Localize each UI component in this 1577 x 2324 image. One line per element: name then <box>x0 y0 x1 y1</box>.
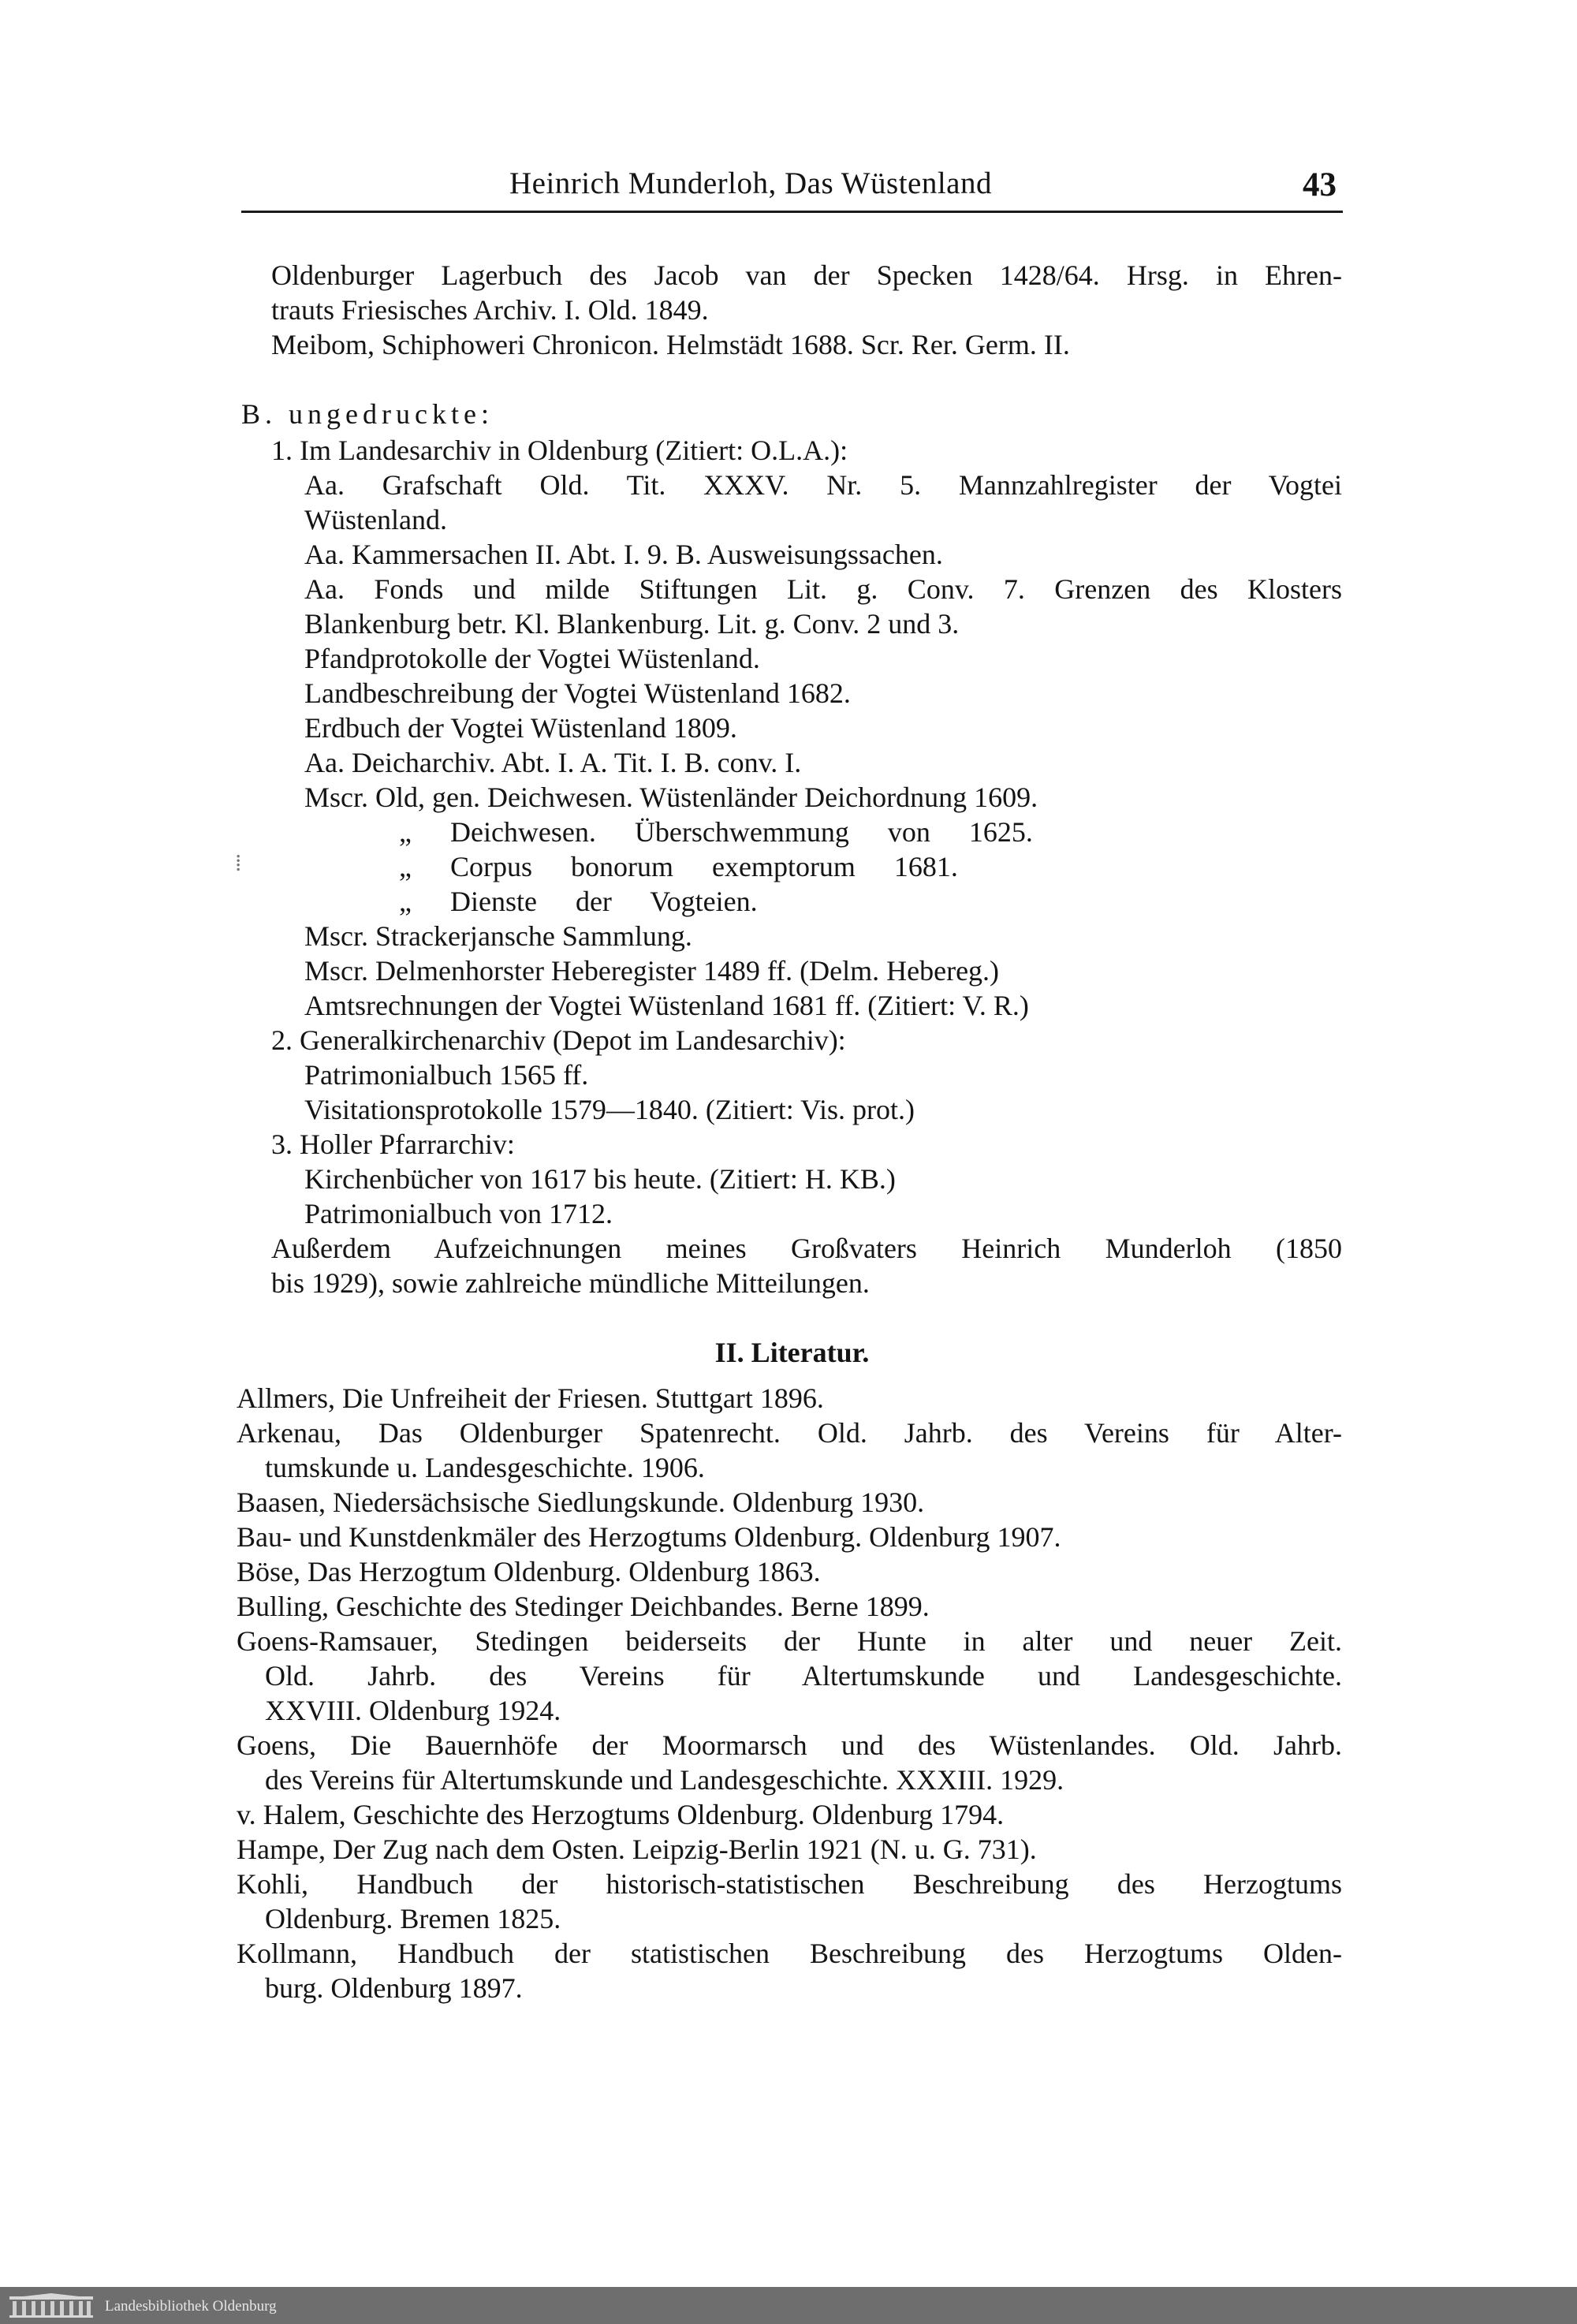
text-line: Aa. Kammersachen II. Abt. I. 9. B. Ausweisungssachen. <box>304 539 943 570</box>
text-line: Aa. Fonds und milde Stiftungen Lit. g. Conv. 7. Grenzen des Klosters <box>304 573 1342 605</box>
text-line: Patrimonialbuch 1565 ff. <box>304 1059 589 1091</box>
text-line: Oldenburger Lagerbuch des Jacob van der Specken 1428/64. Hrsg. in Ehren- <box>271 259 1342 291</box>
bibliography-entry-cont: des Vereins für Altertumskunde und Landesgeschichte. XXXIII. 1929. <box>265 1764 1064 1796</box>
bibliography-entry: Hampe, Der Zug nach dem Osten. Leipzig-Berlin 1921 (N. u. G. 731). <box>237 1833 1037 1865</box>
bibliography-entry: Böse, Das Herzogtum Oldenburg. Oldenburg 1863. <box>237 1556 821 1587</box>
bibliography-entry: Arkenau, Das Oldenburger Spatenrecht. Old. Jahrb. des Vereins für Alter- <box>237 1417 1342 1449</box>
bibliography-entry: Goens, Die Bauernhöfe der Moormarsch und des Wüstenlandes. Old. Jahrb. <box>237 1729 1342 1761</box>
text-line-ditto: „ Deichwesen. Überschwemmung von 1625. <box>399 816 1033 848</box>
text-line-ditto: „ Corpus bonorum exemptorum 1681. <box>399 851 958 882</box>
text-line: trauts Friesisches Archiv. I. Old. 1849. <box>271 294 709 326</box>
header-rule <box>241 211 1343 213</box>
page-number: 43 <box>1303 166 1337 203</box>
bibliography-entry: Kollmann, Handbuch der statistischen Beschreibung des Herzogtums Olden- <box>237 1938 1342 1969</box>
footer-bar <box>0 2287 1577 2324</box>
text-line: Außerdem Aufzeichnungen meines Großvaters Heinrich Munderloh (1850 <box>271 1233 1342 1264</box>
text-line: Wüstenland. <box>304 504 447 535</box>
text-line: Blankenburg betr. Kl. Blankenburg. Lit. g. Conv. 2 und 3. <box>304 608 960 640</box>
text-line: Meibom, Schiphoweri Chronicon. Helmstädt 1688. Scr. Rer. Germ. II. <box>271 329 1070 360</box>
text-line: Landbeschreibung der Vogtei Wüstenland 1682. <box>304 677 851 709</box>
text-line: Mscr. Old, gen. Deichwesen. Wüstenländer Deichordnung 1609. <box>304 782 1038 813</box>
bibliography-entry: Bulling, Geschichte des Stedinger Deichbandes. Berne 1899. <box>237 1591 930 1622</box>
bibliography-entry: Baasen, Niedersächsische Siedlungskunde. Oldenburg 1930. <box>237 1487 925 1518</box>
text-line: Erdbuch der Vogtei Wüstenland 1809. <box>304 712 737 744</box>
text-line: Visitationsprotokolle 1579—1840. (Zitiert: Vis. prot.) <box>304 1094 915 1125</box>
section-heading: B. ungedruckte: <box>241 398 494 430</box>
text-line: 1. Im Landesarchiv in Oldenburg (Zitiert: O.L.A.): <box>271 435 848 466</box>
text-line: Amtsrechnungen der Vogtei Wüstenland 1681 ff. (Zitiert: V. R.) <box>304 990 1029 1021</box>
section-heading-literature: II. Literatur. <box>714 1337 870 1368</box>
bibliography-entry: v. Halem, Geschichte des Herzogtums Oldenburg. Oldenburg 1794. <box>237 1799 1005 1830</box>
text-line: 2. Generalkirchenarchiv (Depot im Landesarchiv): <box>271 1024 846 1056</box>
bibliography-entry: Allmers, Die Unfreiheit der Friesen. Stuttgart 1896. <box>237 1382 824 1414</box>
text-line-ditto: „ Dienste der Vogteien. <box>399 886 758 917</box>
bibliography-entry: Kohli, Handbuch der historisch-statistischen Beschreibung des Herzogtums <box>237 1868 1342 1900</box>
text-line: Aa. Grafschaft Old. Tit. XXXV. Nr. 5. Mannzahlregister der Vogtei <box>304 469 1342 501</box>
text-line: Mscr. Strackerjansche Sammlung. <box>304 920 692 952</box>
bibliography-entry: Goens-Ramsauer, Stedingen beiderseits der Hunte in alter und neuer Zeit. <box>237 1625 1342 1657</box>
text-line: 3. Holler Pfarrarchiv: <box>271 1128 515 1160</box>
text-line: Pfandprotokolle der Vogtei Wüstenland. <box>304 643 760 674</box>
text-line: Patrimonialbuch von 1712. <box>304 1198 613 1229</box>
bibliography-entry-cont: burg. Oldenburg 1897. <box>265 1972 523 2004</box>
library-building-icon <box>8 2293 95 2318</box>
bibliography-entry-cont: Old. Jahrb. des Vereins für Altertumskunde und Landesgeschichte. <box>265 1660 1342 1692</box>
footer-library-name: Landesbibliothek Oldenburg <box>105 2298 277 2315</box>
bibliography-entry-cont: XXVIII. Oldenburg 1924. <box>265 1695 561 1726</box>
bibliography-entry-cont: tumskunde u. Landesgeschichte. 1906. <box>265 1452 705 1483</box>
text-line: Mscr. Delmenhorster Heberegister 1489 ff. (Delm. Hebereg.) <box>304 955 1000 987</box>
text-line: bis 1929), sowie zahlreiche mündliche Mitteilungen. <box>271 1267 870 1299</box>
text-line: Aa. Deicharchiv. Abt. I. A. Tit. I. B. conv. I. <box>304 747 802 778</box>
bibliography-entry-cont: Oldenburg. Bremen 1825. <box>265 1903 561 1934</box>
bibliography-entry: Bau- und Kunstdenkmäler des Herzogtums Oldenburg. Oldenburg 1907. <box>237 1521 1061 1553</box>
margin-mark: ⁞ <box>235 850 242 876</box>
text-line: Kirchenbücher von 1617 bis heute. (Zitiert: H. KB.) <box>304 1163 896 1195</box>
running-header-title: Heinrich Munderloh, Das Wüstenland <box>509 166 992 200</box>
